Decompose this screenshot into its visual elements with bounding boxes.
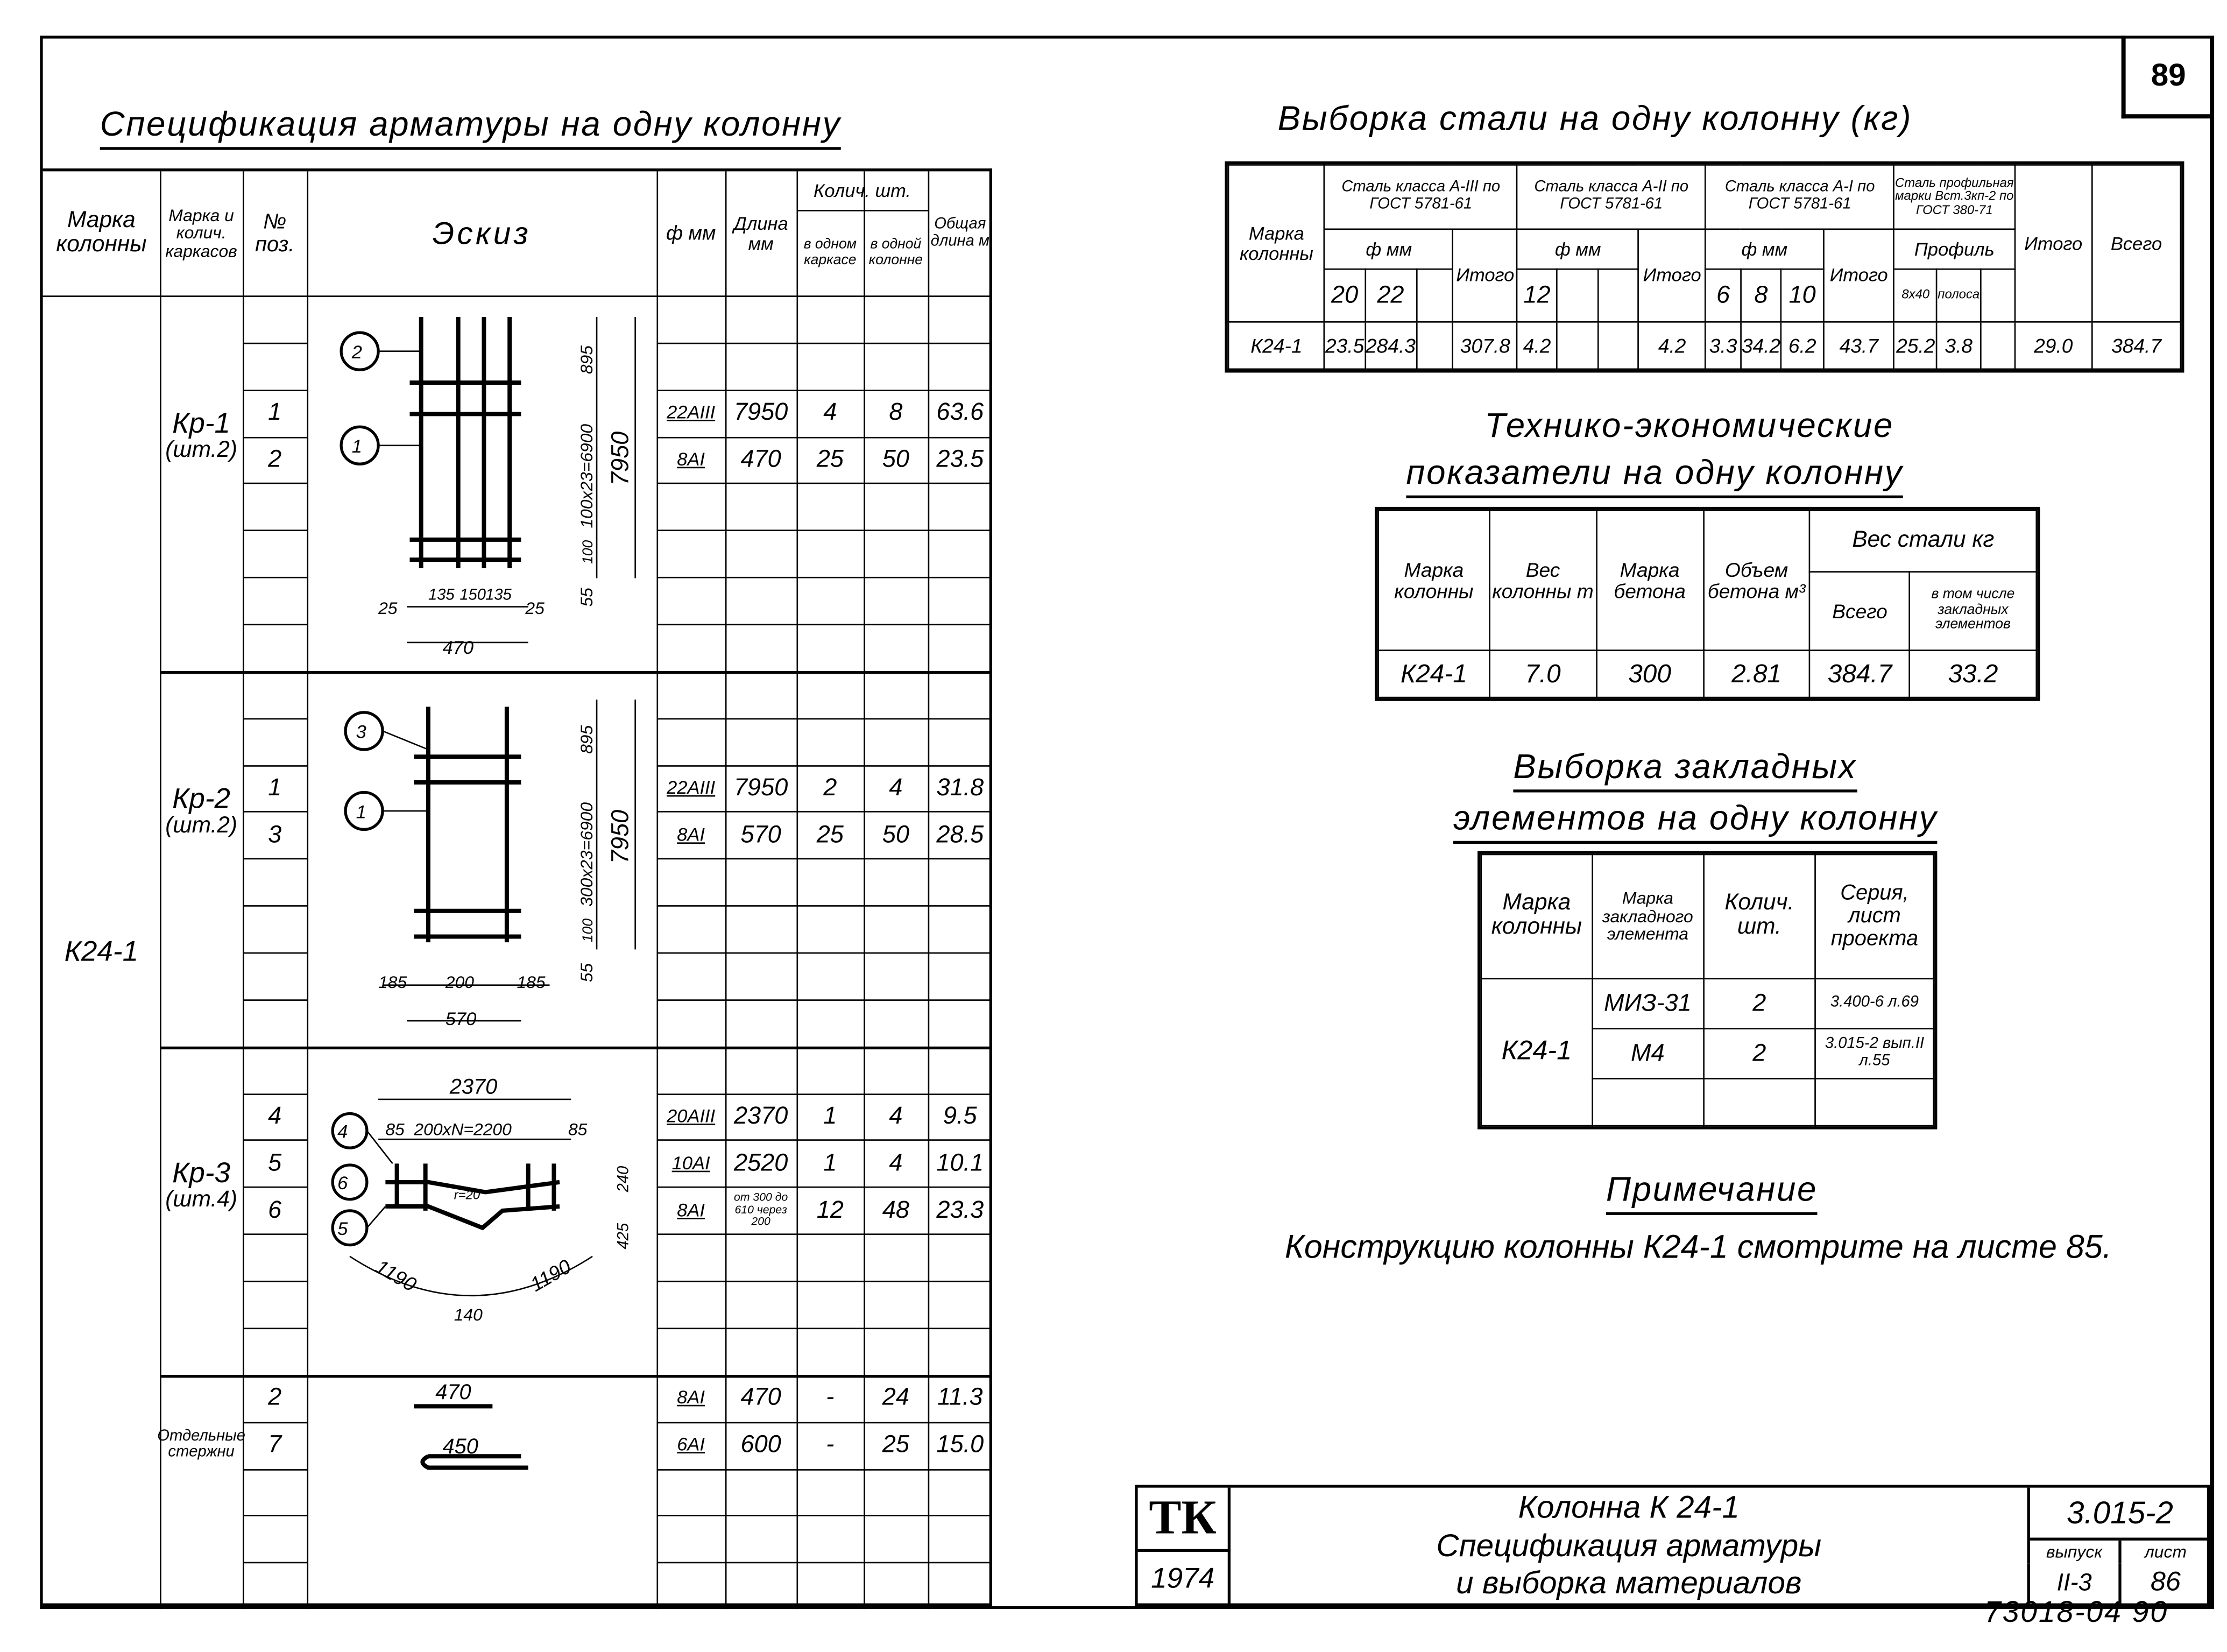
spec-cell-q-col: 4: [889, 1149, 903, 1177]
spec-cell-len: 2370: [733, 1102, 788, 1129]
header-qty-column: в одной колонне: [868, 237, 923, 268]
note-text: Конструкцию колонны К24-1 смотрите на листе 85.: [1284, 1227, 2112, 1265]
spec-cell-total: 28.5: [936, 821, 984, 848]
steel-group-a3: Сталь класса А-III по ГОСТ 5781-61: [1325, 165, 1517, 229]
dia-label: ф мм: [1517, 229, 1639, 269]
dim-height: 7950: [606, 431, 634, 486]
steel-value: 23.5: [1325, 322, 1365, 369]
steel-header-total: Итого: [2014, 165, 2092, 322]
spec-cell-q-col: 4: [889, 774, 903, 801]
steel-value: [1981, 322, 2015, 369]
steel-title: Выборка стали на одну колонну (кг): [1277, 100, 1913, 139]
spec-cell-q-cage: -: [826, 1430, 835, 1458]
dim-spacing: 200xN=2200: [414, 1119, 512, 1139]
spec-cell-total: 31.8: [936, 774, 984, 801]
emb-empty: [1815, 1078, 1934, 1126]
spec-cell-dia: 8AI: [677, 1199, 705, 1221]
spec-cell-q-cage: -: [826, 1383, 835, 1411]
steel-sub-header: [1597, 269, 1638, 322]
dim-w: 25: [378, 598, 398, 618]
emb-empty: [1703, 1078, 1816, 1126]
callout-4: 4: [337, 1121, 348, 1142]
emb-qty: 2: [1703, 979, 1816, 1029]
spec-cell-pos: 1: [268, 398, 282, 426]
steel-sub-header: 22: [1365, 269, 1417, 322]
steel-sub-header: [1416, 269, 1453, 322]
sheet-label: лист: [2118, 1541, 2210, 1563]
emb-header-series: Серия, лист проекта: [1815, 855, 1934, 979]
spec-cell-len: 7950: [733, 774, 788, 801]
steel-value: 34.2: [1741, 322, 1781, 369]
steel-sub-header: 20: [1325, 269, 1365, 322]
spec-cell-total: 23.3: [936, 1196, 984, 1224]
spec-cell-dia: 22AIII: [667, 776, 716, 799]
steel-value: [1416, 322, 1453, 369]
emb-column: К24-1: [1481, 979, 1592, 1126]
steel-header-mark: Марка колонны: [1228, 165, 1325, 322]
emb-el: М4: [1592, 1029, 1703, 1079]
steel-value: К24-1: [1228, 322, 1325, 369]
dim-height: 7950: [606, 809, 634, 864]
dim-spacing: 100x23=6900: [577, 423, 597, 528]
spec-cell-pos: 4: [268, 1102, 282, 1129]
steel-sub-header: 12: [1517, 269, 1557, 322]
spec-cell-len: 570: [740, 821, 781, 848]
header-length: Длина мм: [733, 212, 788, 253]
dim-total-width: 470: [442, 638, 474, 659]
steel-table: [1228, 164, 2181, 370]
tech-header-embedded: в том числе закладных элементов: [1910, 572, 2037, 651]
sketch-kr1: [341, 317, 635, 658]
dim-leg-left: 1190: [372, 1254, 421, 1296]
title-line-1: Колонна К 24-1: [1518, 1489, 1740, 1526]
spec-cell-total: 9.5: [943, 1102, 977, 1129]
spec-title: Спецификация арматуры на одну колонну: [100, 105, 841, 150]
title-line-3: и выборка материалов: [1456, 1565, 1802, 1601]
tech-steel-embedded: 33.2: [1910, 651, 2037, 698]
header-diameter: ф мм: [666, 221, 716, 245]
steel-value: 29.0: [2014, 322, 2092, 369]
tech-header-mark: Марка колонны: [1378, 511, 1490, 651]
dim-length: 2370: [449, 1075, 498, 1099]
spec-cell-pos: 5: [268, 1149, 282, 1177]
spec-cell-dia: 10AI: [671, 1152, 710, 1174]
column-mark: К24-1: [64, 936, 139, 968]
spec-cell-total: 11.3: [937, 1383, 983, 1411]
dim-w: 150: [459, 586, 486, 604]
spec-cell-total: 15.0: [936, 1430, 984, 1458]
header-column-mark: Марка колонны: [56, 208, 147, 257]
callout-1: 1: [356, 802, 366, 823]
emb-header-qty: Колич. шт.: [1703, 855, 1816, 979]
spec-cell-total: 23.5: [936, 446, 984, 473]
sheet-value: 86: [2118, 1563, 2210, 1603]
cage-mark: Кр-3: [172, 1158, 231, 1190]
dim-top: 895: [577, 725, 597, 754]
spec-cell-pos: 2: [268, 1383, 282, 1411]
header-qty-cage: в одном каркасе: [803, 237, 857, 268]
tech-volume: 2.81: [1703, 651, 1810, 698]
steel-sub-header: 10: [1781, 269, 1823, 322]
total-label: Итого: [1823, 229, 1894, 322]
callout-1: 1: [351, 436, 362, 457]
header-position: № поз.: [255, 209, 295, 257]
spec-cell-q-col: 48: [882, 1196, 909, 1224]
bar-2-length: 470: [435, 1380, 471, 1404]
steel-sub-header: 8x40: [1894, 269, 1937, 322]
spec-cell-q-cage: 2: [823, 774, 837, 801]
dim-bottom-2: 100: [579, 918, 596, 943]
issue-value: II-3: [2027, 1563, 2119, 1603]
steel-sub-header: полоса: [1937, 269, 1981, 322]
spec-cell-len: 7950: [733, 398, 788, 426]
cage-mark: Кр-2: [172, 783, 231, 815]
spec-cell-q-cage: 4: [823, 398, 837, 426]
tech-weight: 7.0: [1489, 651, 1596, 698]
steel-value: 25.2: [1894, 322, 1937, 369]
tech-concrete: 300: [1596, 651, 1703, 698]
emb-el: МИЗ-31: [1592, 979, 1703, 1029]
total-label: Итого: [1639, 229, 1706, 322]
dim-bottom-2: 100: [579, 540, 596, 564]
bar-7-length: 450: [442, 1434, 478, 1458]
embedded-table: [1480, 854, 1934, 1127]
sketch-kr2: [345, 700, 635, 1029]
spec-cell-q-col: 50: [882, 446, 909, 473]
dim-edge-right: 85: [568, 1119, 588, 1139]
spec-cell-dia: 22AIII: [667, 401, 716, 423]
spec-cell-dia: 6AI: [677, 1434, 705, 1456]
spec-cell-len: от 300 до 610 через 200: [734, 1191, 788, 1228]
steel-group-profile: Сталь профильная марки Вст.3кп-2 по ГОСТ 380-71: [1894, 165, 2014, 229]
dim-h2: 425: [614, 1223, 632, 1249]
tech-mark: К24-1: [1378, 651, 1490, 698]
spec-cell-dia: 8AI: [677, 824, 705, 845]
dia-label: ф мм: [1325, 229, 1453, 269]
dim-w: 135: [485, 586, 512, 604]
steel-value: 384.7: [2092, 322, 2180, 369]
total-label: Итого: [1453, 229, 1517, 322]
emb-empty: [1592, 1078, 1703, 1126]
sketch-separate-bars: [414, 1380, 528, 1467]
spec-cell-pos: 7: [268, 1430, 282, 1458]
dim-w: 135: [428, 586, 455, 604]
tech-title-2: показатели на одну колонну: [1406, 454, 1903, 498]
spec-cell-q-col: 4: [889, 1102, 903, 1129]
steel-sub-header: [1981, 269, 2015, 322]
spec-cell-pos: 2: [268, 446, 282, 473]
archive-number: 73018-04 90: [1984, 1596, 2169, 1629]
spec-cell-dia: 8AI: [677, 1387, 705, 1409]
spec-cell-q-cage: 12: [816, 1196, 844, 1224]
issue-label: выпуск: [2027, 1541, 2119, 1563]
dim-bottom-1: 55: [577, 963, 597, 983]
steel-value: 6.2: [1781, 322, 1823, 369]
spec-cell-q-col: 25: [882, 1430, 909, 1458]
steel-sub-header: 6: [1706, 269, 1741, 322]
steel-group-a1: Сталь класса А-I по ГОСТ 5781-61: [1706, 165, 1894, 229]
dim-radius: r=20: [454, 1188, 480, 1203]
dim-mid: 140: [454, 1305, 483, 1325]
header-cage-mark: Марка и колич. каркасов: [165, 205, 237, 261]
dim-bottom-1: 55: [577, 588, 597, 607]
spec-cell-len: 2520: [733, 1149, 788, 1177]
spec-cell-dia: 8AI: [677, 448, 705, 470]
cage-quantity: (шт.2): [165, 437, 238, 462]
dim-leg-right: 1190: [526, 1254, 575, 1296]
callout-3: 3: [356, 722, 366, 743]
spec-cell-pos: 3: [268, 821, 282, 848]
steel-value: [1557, 322, 1597, 369]
dim-w: 200: [445, 972, 474, 992]
note-title: Примечание: [1606, 1171, 1818, 1215]
steel-value: 3.3: [1706, 322, 1741, 369]
spec-cell-len: 470: [740, 446, 781, 473]
steel-value: [1597, 322, 1638, 369]
dim-edge-left: 85: [385, 1119, 405, 1139]
sketch-kr3: [333, 1075, 632, 1324]
steel-value: 43.7: [1823, 322, 1894, 369]
tech-header-weight: Вес колонны т: [1489, 511, 1596, 651]
spec-cell-pos: 6: [268, 1196, 282, 1224]
emb-header-mark: Марка колонны: [1481, 855, 1592, 979]
emb-header-el: Марка закладного элемента: [1592, 855, 1703, 979]
tech-header-steel: Вес стали кг: [1810, 511, 2037, 572]
tech-header-volume: Объем бетона м³: [1703, 511, 1810, 651]
spec-cell-pos: 1: [268, 774, 282, 801]
profile-label: Профиль: [1894, 229, 2014, 269]
dia-label: ф мм: [1706, 229, 1823, 269]
steel-value: 3.8: [1937, 322, 1981, 369]
title-line-2: Спецификация арматуры: [1436, 1528, 1822, 1564]
series-number: 3.015-2: [2027, 1488, 2210, 1541]
cage-quantity: (шт.4): [165, 1188, 238, 1213]
title-block: [1135, 1485, 2210, 1606]
tech-title-1: Технико-экономические: [1484, 407, 1894, 446]
dim-w: 185: [517, 972, 546, 992]
tk-logo: ТК: [1138, 1488, 1231, 1552]
page-number: 89: [2151, 56, 2186, 93]
cage-mark: Отдельные стержни: [157, 1427, 245, 1461]
emb-series: 3.015-2 вып.II л.55: [1815, 1029, 1934, 1079]
embedded-title-1: Выборка закладных: [1513, 748, 1857, 792]
header-qty-group: Колич. шт.: [796, 171, 928, 211]
spec-cell-q-col: 24: [882, 1383, 909, 1411]
spec-cell-len: 600: [740, 1430, 781, 1458]
tech-header-all: Всего: [1810, 572, 1910, 651]
steel-value: 4.2: [1639, 322, 1706, 369]
steel-sub-header: [1557, 269, 1597, 322]
dim-w: 25: [525, 598, 545, 618]
spec-cell-len: 470: [740, 1383, 781, 1411]
emb-qty: 2: [1703, 1029, 1816, 1079]
callout-6: 6: [337, 1173, 348, 1194]
steel-header-grand: Всего: [2092, 165, 2180, 322]
tech-table: [1377, 510, 2037, 698]
year: 1974: [1138, 1552, 1231, 1606]
cage-quantity: (шт.2): [165, 813, 238, 838]
header-total-length: Общая длина м: [930, 215, 989, 249]
spec-cell-q-cage: 25: [816, 821, 844, 848]
dim-h1: 240: [614, 1166, 632, 1192]
spec-cell-q-cage: 1: [823, 1102, 837, 1129]
spec-cell-q-col: 8: [889, 398, 903, 426]
tech-header-concrete: Марка бетона: [1596, 511, 1703, 651]
callout-2: 2: [351, 342, 362, 363]
emb-series: 3.400-6 л.69: [1815, 979, 1934, 1029]
steel-value: 284.3: [1365, 322, 1417, 369]
cage-mark: Кр-1: [172, 407, 231, 440]
spec-cell-total: 10.1: [936, 1149, 984, 1177]
steel-sub-header: 8: [1741, 269, 1781, 322]
steel-value: 4.2: [1517, 322, 1557, 369]
tech-steel-all: 384.7: [1810, 651, 1910, 698]
spec-cell-dia: 20AIII: [667, 1105, 716, 1127]
dim-w: 185: [378, 972, 407, 992]
callout-5: 5: [337, 1219, 348, 1240]
spec-cell-q-col: 50: [882, 821, 909, 848]
steel-value: 307.8: [1453, 322, 1517, 369]
dim-total-width: 570: [445, 1008, 477, 1029]
header-sketch: Эскиз: [432, 215, 532, 251]
steel-group-a2: Сталь класса А-II по ГОСТ 5781-61: [1517, 165, 1706, 229]
dim-top: 895: [577, 345, 597, 375]
spec-cell-q-cage: 25: [816, 446, 844, 473]
dim-spacing: 300x23=6900: [577, 802, 597, 907]
spec-cell-total: 63.6: [936, 398, 984, 426]
embedded-title-2: элементов на одну колонну: [1453, 800, 1938, 844]
spec-cell-q-cage: 1: [823, 1149, 837, 1177]
